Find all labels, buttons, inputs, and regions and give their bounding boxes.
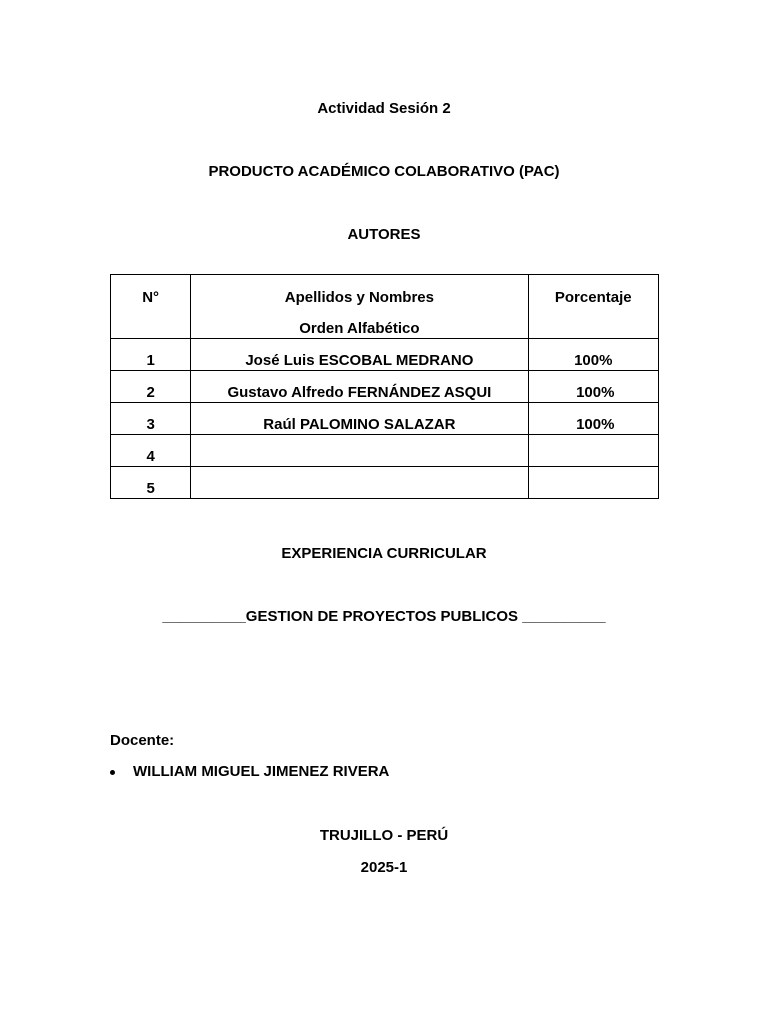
row-name bbox=[191, 435, 527, 448]
period: 2025-1 bbox=[360, 859, 408, 876]
row-number: 5 bbox=[146, 480, 155, 497]
row-percentage bbox=[529, 435, 659, 448]
table-row bbox=[111, 339, 659, 371]
row-name: José Luis ESCOBAL MEDRANO bbox=[245, 352, 474, 369]
header-percentage: Porcentaje bbox=[554, 289, 632, 306]
row-percentage bbox=[529, 467, 659, 480]
row-number: 4 bbox=[146, 448, 155, 465]
authors-table bbox=[110, 274, 659, 499]
table-row bbox=[111, 403, 659, 435]
bullet-icon bbox=[110, 770, 115, 775]
header-number: N° bbox=[142, 289, 160, 306]
row-number: 3 bbox=[146, 416, 155, 433]
docente-name: WILLIAM MIGUEL JIMENEZ RIVERA bbox=[133, 763, 390, 780]
row-name bbox=[191, 467, 527, 480]
header-percentage-cell bbox=[528, 275, 659, 339]
table-row bbox=[111, 371, 659, 403]
docente-label: Docente: bbox=[110, 732, 175, 749]
header-number-cell bbox=[111, 275, 191, 339]
row-percentage: 100% bbox=[576, 384, 615, 401]
curricular-heading: EXPERIENCIA CURRICULAR bbox=[281, 545, 487, 562]
row-number: 2 bbox=[146, 384, 155, 401]
row-number: 1 bbox=[146, 352, 155, 369]
table-row bbox=[111, 467, 659, 499]
row-name: Gustavo Alfredo FERNÁNDEZ ASQUI bbox=[227, 384, 492, 401]
row-percentage: 100% bbox=[574, 352, 613, 369]
header-names-line2: Orden Alfabético bbox=[299, 320, 420, 337]
authors-heading: AUTORES bbox=[347, 226, 421, 243]
activity-title: Actividad Sesión 2 bbox=[317, 100, 451, 117]
row-percentage: 100% bbox=[576, 416, 615, 433]
table-row bbox=[111, 435, 659, 467]
header-names-cell bbox=[191, 275, 528, 339]
product-title: PRODUCTO ACADÉMICO COLABORATIVO (PAC) bbox=[208, 163, 560, 180]
header-names-line1: Apellidos y Nombres bbox=[284, 289, 434, 306]
course-line: __________GESTION DE PROYECTOS PUBLICOS __________ bbox=[162, 608, 606, 625]
location: TRUJILLO - PERÚ bbox=[319, 827, 449, 844]
row-name: Raúl PALOMINO SALAZAR bbox=[263, 416, 456, 433]
table-header-row bbox=[111, 275, 659, 339]
